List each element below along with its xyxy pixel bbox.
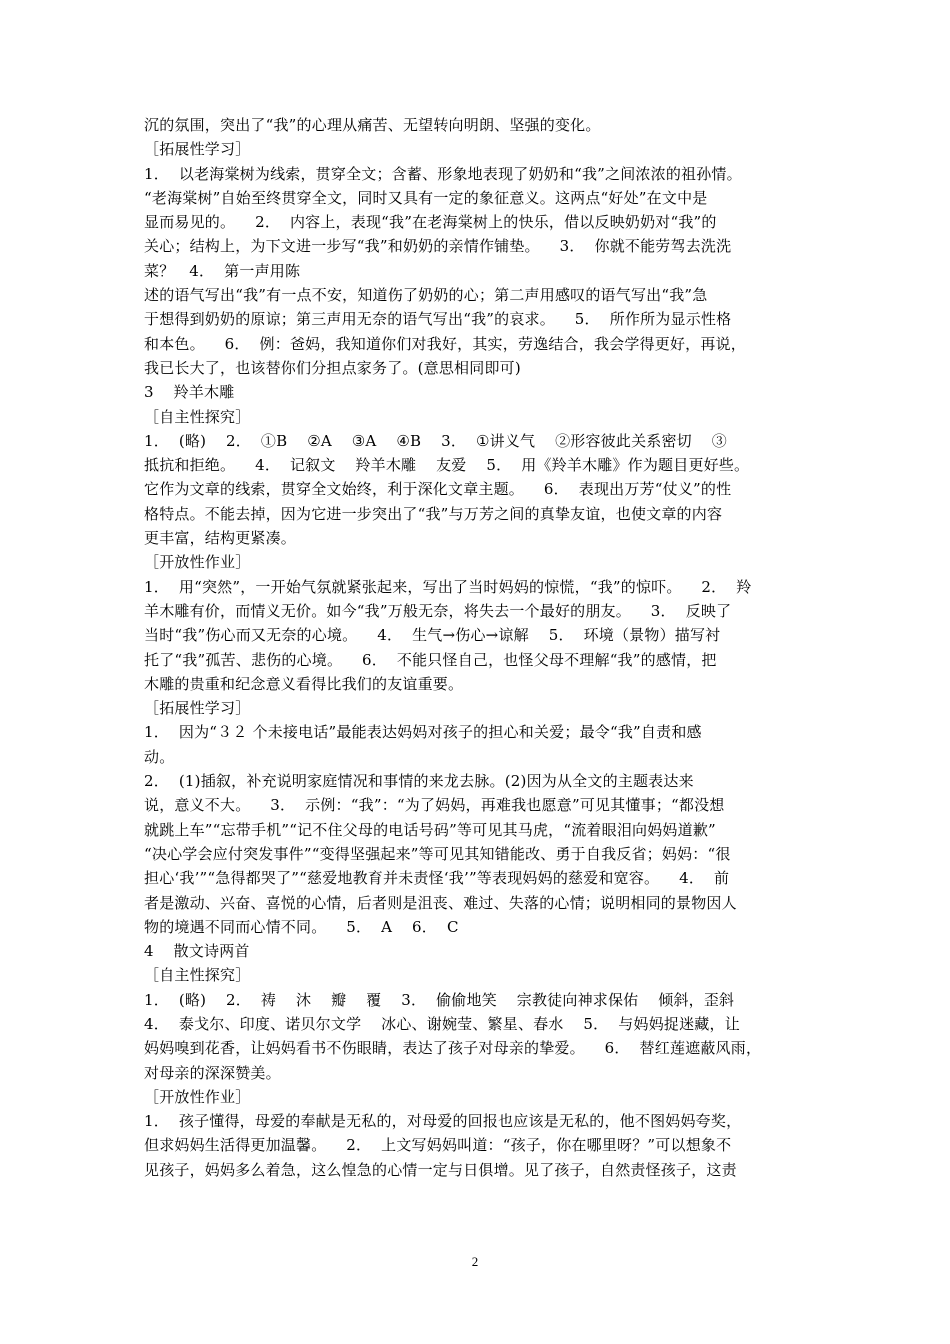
lesson-title: 4 散文诗两首 xyxy=(144,942,250,961)
section-heading: ［拓展性学习］ xyxy=(144,699,251,718)
section-heading: ［自主性探究］ xyxy=(144,966,251,985)
text-line: 羊木雕有价，而情义无价。如今“我”万般无奈，将失去一个最好的朋友。 3． 反映了 xyxy=(144,601,732,620)
text-line: 显而易见的。 2． 内容上，表现“我”在老海棠树上的快乐，借以反映奶奶对“我”的 xyxy=(144,213,717,232)
text-line: “决心学会应付突发事件”“变得坚强起来”等可见其知错能改、勇于自我反省；妈妈：“很 xyxy=(144,844,731,863)
text-line: 1． 孩子懂得，母爱的奉献是无私的，对母爱的回报也应该是无私的，他不图妈妈夸奖， xyxy=(144,1112,742,1131)
text-line: “老海棠树”自始至终贯穿全文，同时又具有一定的象征意义。这两点“好处”在文中是 xyxy=(144,188,708,207)
lesson-title: 3 羚羊木雕 xyxy=(144,383,235,402)
text-line: 1． 因为“３２ 个未接电话”最能表达妈妈对孩子的担心和关爱；最令“我”自责和感 xyxy=(144,723,702,742)
text-line: 1． (略) 2． 祷 沐 瓣 覆 3． 偷偷地笑 宗教徒向神求保佑 倾斜，歪斜 xyxy=(144,990,735,1009)
text-line: 对母亲的深深赞美。 xyxy=(144,1063,281,1082)
text-line: 当时“我”伤心而又无奈的心境。 4． 生气→伤心→谅解 5． 环境（景物）描写衬 xyxy=(144,626,721,645)
text-line: 1． 用“突然”，一开始气氛就紧张起来，写出了当时妈妈的惊慌，“我”的惊吓。 2． 羚 xyxy=(144,577,752,596)
text-line: 但求妈妈生活得更加温馨。 2． 上文写妈妈叫道：“孩子，你在哪里呀？”可以想象不 xyxy=(144,1136,732,1155)
text-line: 担心‘我’”“急得都哭了”“慈爱地教育并未责怪‘我’”等表现妈妈的慈爱和宽容。 4． 前 xyxy=(144,869,730,888)
document-body xyxy=(144,113,814,1182)
text-line: 妈妈嗅到花香，让妈妈看书不伤眼睛，表达了孩子对母亲的挚爱。 6． 替红莲遮蔽风雨， xyxy=(144,1039,762,1058)
text-line: 我已长大了，也该替你们分担点家务了。(意思相同即可) xyxy=(144,358,521,377)
section-heading: ［开放性作业］ xyxy=(144,1087,251,1106)
text-line: 它作为文章的线索，贯穿全文始终，利于深化文章主题。 6． 表现出万芳“仗义”的性 xyxy=(144,480,732,499)
text-line: 更丰富，结构更紧凑。 xyxy=(144,529,297,548)
text-line: 于想得到奶奶的原谅；第三声用无奈的语气写出“我”的哀求。 5． 所作所为显示性格 xyxy=(144,310,732,329)
text-line: 和本色。 6． 例：爸妈，我知道你们对我好，其实，劳逸结合，我会学得更好，再说， xyxy=(144,334,746,353)
text-line: 沉的氛围，突出了“我”的心理从痛苦、无望转向明朗、坚强的变化。 xyxy=(144,116,601,134)
section-heading: ［拓展性学习］ xyxy=(144,140,251,159)
text-line: 托了“我”孤苦、悲伤的心境。 6． 不能只怪自己，也怪父母不理解“我”的感情，把 xyxy=(144,650,717,669)
text-line: 动。 xyxy=(144,747,175,766)
text-line: 说，意义不大。 3． 示例：“我”：“为了妈妈，再难我也愿意”可见其懂事；“都没想 xyxy=(144,796,725,815)
text-line: 见孩子，妈妈多么着急，这么惶急的心情一定与日俱增。见了孩子，自然责怪孩子，这责 xyxy=(144,1160,737,1179)
section-heading: ［开放性作业］ xyxy=(144,553,251,572)
text-line: 者是激动、兴奋、喜悦的心情，后者则是沮丧、难过、失落的心情；说明相同的景物因人 xyxy=(144,893,737,912)
text-line: 关心；结构上，为下文进一步写“我”和奶奶的亲情作铺垫。 3． 你就不能劳驾去洗洗 xyxy=(144,237,732,256)
text-line: 1． 以老海棠树为线索，贯穿全文；含蓄、形象地表现了奶奶和“我”之间浓浓的祖孙情。 xyxy=(144,164,742,183)
text-line: 述的语气写出“我”有一点不安，知道伤了奶奶的心；第二声用感叹的语气写出“我”急 xyxy=(144,286,708,305)
text-line: 就跳上车”“忘带手机”“记不住父母的电话号码”等可见其马虎，“流着眼泪向妈妈道歉” xyxy=(144,820,716,839)
section-heading: ［自主性探究］ xyxy=(144,407,251,426)
text-line: 菜？ 4． 第一声用陈 xyxy=(144,261,301,280)
text-line: 2． (1)插叙，补充说明家庭情况和事情的来龙去脉。(2)因为从全文的主题表达来 xyxy=(144,772,694,791)
text-line: 格特点。不能去掉，因为它进一步突出了“我”与万芳之间的真挚友谊，也使文章的内容 xyxy=(144,504,723,523)
page-number: 2 xyxy=(471,1254,479,1269)
text-line: 木雕的贵重和纪念意义看得比我们的友谊重要。 xyxy=(144,674,464,693)
text-line: 抵抗和拒绝。 4． 记叙文 羚羊木雕 友爱 5． 用《羚羊木雕》作为题目更好些。 xyxy=(144,456,750,475)
text-line: 物的境遇不同而心情不同。 5． A 6． C xyxy=(144,917,459,936)
text-line: 4． 泰戈尔、印度、诺贝尔文学 冰心、谢婉莹、繁星、春水 5． 与妈妈捉迷藏，让 xyxy=(144,1014,740,1033)
text-line: 1． (略) 2． ①B ②A ③A ④B 3． ①讲义气 ②形容彼此关系密切 ③ xyxy=(144,431,727,450)
